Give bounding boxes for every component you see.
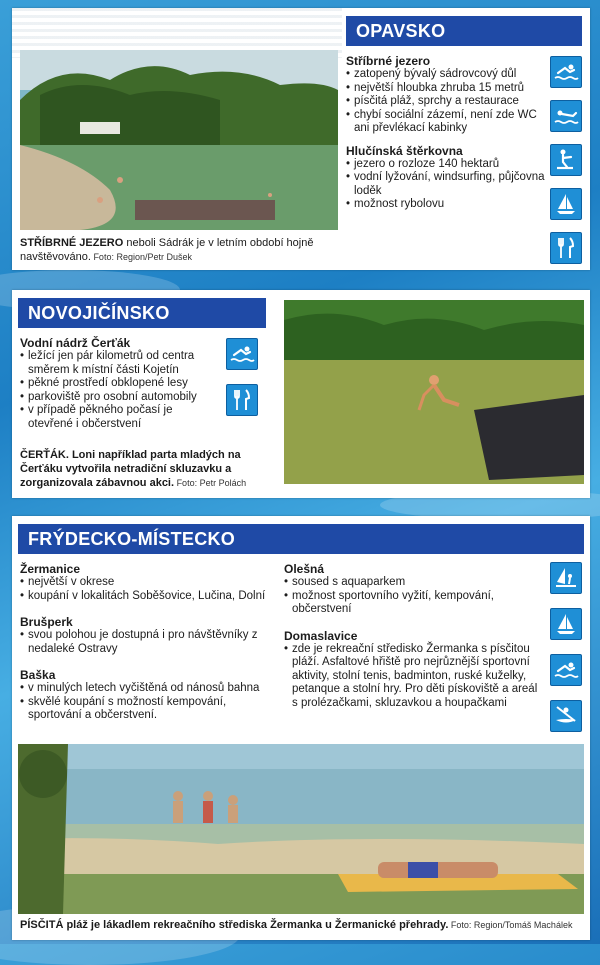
section-list — [346, 158, 546, 212]
list-item: • největší v okrese — [20, 576, 276, 590]
region-title: NOVOJIČÍNSKO — [28, 302, 170, 323]
caption-text: Loni například parta mladých na Čerťáku vytvořila netradiční skluzavku a zorganizovala zábavnou akci. — [20, 449, 241, 489]
list-item: • zde je rekreační středisko Žermanka s písčitou pláží. Asfaltové hřiště pro nejrůznější sportovní aktivity, stolní tenis, badminton, ruské kuželky, petanque a stolní hry. Pro děti pískoviště a areál s prolézačkami, skluzavkou a houpačkami — [284, 643, 540, 711]
beach-photo-graphic — [18, 744, 584, 914]
kayak-icon — [550, 700, 582, 732]
list-item: • písčitá pláž, sprchy a restaurace — [346, 95, 546, 109]
sailboat-icon — [550, 608, 582, 640]
section-title: Hlučínská štěrkovna — [346, 143, 463, 158]
sailboat-icon — [550, 188, 582, 220]
section-title: Baška — [20, 668, 56, 682]
caption-lead: STŘÍBRNÉ JEZERO — [20, 237, 124, 249]
section-title: Stříbrné jezero — [346, 54, 431, 68]
list-item: • parkoviště pro osobní automobily — [20, 391, 220, 405]
caption-text: pláž je lákadlem rekreačního střediska Žermanka u Žermanické přehrady. — [63, 919, 449, 931]
section-list — [20, 350, 220, 431]
section-list — [20, 629, 276, 656]
swimming-icon — [226, 338, 258, 370]
novojicinsko-panel — [12, 290, 590, 498]
frydecko-left-text — [20, 562, 276, 727]
jump-photo-graphic — [284, 300, 584, 484]
restaurant-icon — [226, 384, 258, 416]
section-list — [20, 576, 276, 603]
caption-credit: Foto: Petr Polách — [174, 478, 247, 488]
list-item: • soused s aquaparkem — [284, 576, 540, 590]
list-item: • ležící jen pár kilometrů od centra směrem k místní části Kojetín — [20, 350, 220, 377]
region-header-novojicinsko — [18, 298, 266, 328]
section-list — [346, 68, 546, 136]
list-item: • možnost sportovního vyžití, kempování, občerstvení — [284, 590, 540, 617]
beach-photo-zermanka — [18, 744, 584, 914]
frydecko-caption — [20, 918, 586, 932]
caption-text: neboli Sádrák je v letním období hojně navštěvováno. — [20, 237, 314, 263]
list-item: • možnost rybolovu — [346, 198, 546, 212]
list-item: • vodní lyžování, windsurfing, půjčovna loděk — [346, 171, 546, 198]
diving-icon — [550, 100, 582, 132]
section-title: Domaslavice — [284, 628, 358, 643]
list-item: • jezero o rozloze 140 hektarů — [346, 158, 546, 172]
section-list — [284, 643, 540, 711]
windsurf-icon — [550, 562, 582, 594]
section-title: Brušperk — [20, 615, 73, 629]
swimming-icon — [550, 56, 582, 88]
list-item: • pěkné prostředí obklopené lesy — [20, 377, 220, 391]
list-item: • koupání v lokalitách Soběšovice, Lučina, Dolní — [20, 590, 276, 604]
restaurant-icon — [550, 232, 582, 264]
list-item: • skvělé koupání s možností kempování, sportování a občerstvení. — [20, 696, 276, 723]
caption-credit: Foto: Region/Petr Dušek — [90, 252, 192, 262]
section-title: Žermanice — [20, 562, 81, 576]
region-title: FRÝDECKO-MÍSTECKO — [28, 528, 236, 549]
caption-credit: Foto: Region/Tomáš Machálek — [448, 920, 573, 930]
swimming-icon — [550, 654, 582, 686]
caption-lead: PÍSČITÁ — [20, 919, 64, 931]
section-title: Vodní nádrž Čerťák — [20, 336, 131, 350]
novojicinsko-caption — [20, 448, 272, 490]
list-item: • zatopený bývalý sádrovcový důl — [346, 68, 546, 82]
lake-photo-graphic — [20, 50, 338, 230]
region-title: OPAVSKO — [356, 20, 446, 41]
section-list — [20, 682, 276, 723]
waterski-icon — [550, 144, 582, 176]
list-item: • svou polohou je dostupná i pro návštěvníky z nedaleké Ostravy — [20, 629, 276, 656]
opavsko-caption — [20, 236, 338, 264]
frydecko-panel — [12, 516, 590, 940]
opavsko-panel — [12, 8, 590, 270]
list-item: • největší hloubka zhruba 15 metrů — [346, 82, 546, 96]
opavsko-text — [346, 54, 546, 216]
novojicinsko-text — [20, 336, 220, 435]
lake-photo-stribrne-jezero — [20, 50, 338, 230]
list-item: • v minulých letech vyčištěná od nánosů bahna — [20, 682, 276, 696]
region-header-opavsko — [346, 16, 582, 46]
caption-lead: ČERŤÁK. — [20, 449, 69, 461]
section-list — [284, 576, 540, 617]
frydecko-right-text — [284, 562, 540, 714]
region-header-frydecko — [18, 524, 584, 554]
list-item: • v případě pěkného počasí je otevřené i občerstvení — [20, 404, 220, 431]
section-title: Olešná — [284, 562, 325, 576]
list-item: • chybí sociální zázemí, není zde WC ani převlékací kabinky — [346, 109, 546, 136]
jumping-photo-certak — [284, 300, 584, 484]
